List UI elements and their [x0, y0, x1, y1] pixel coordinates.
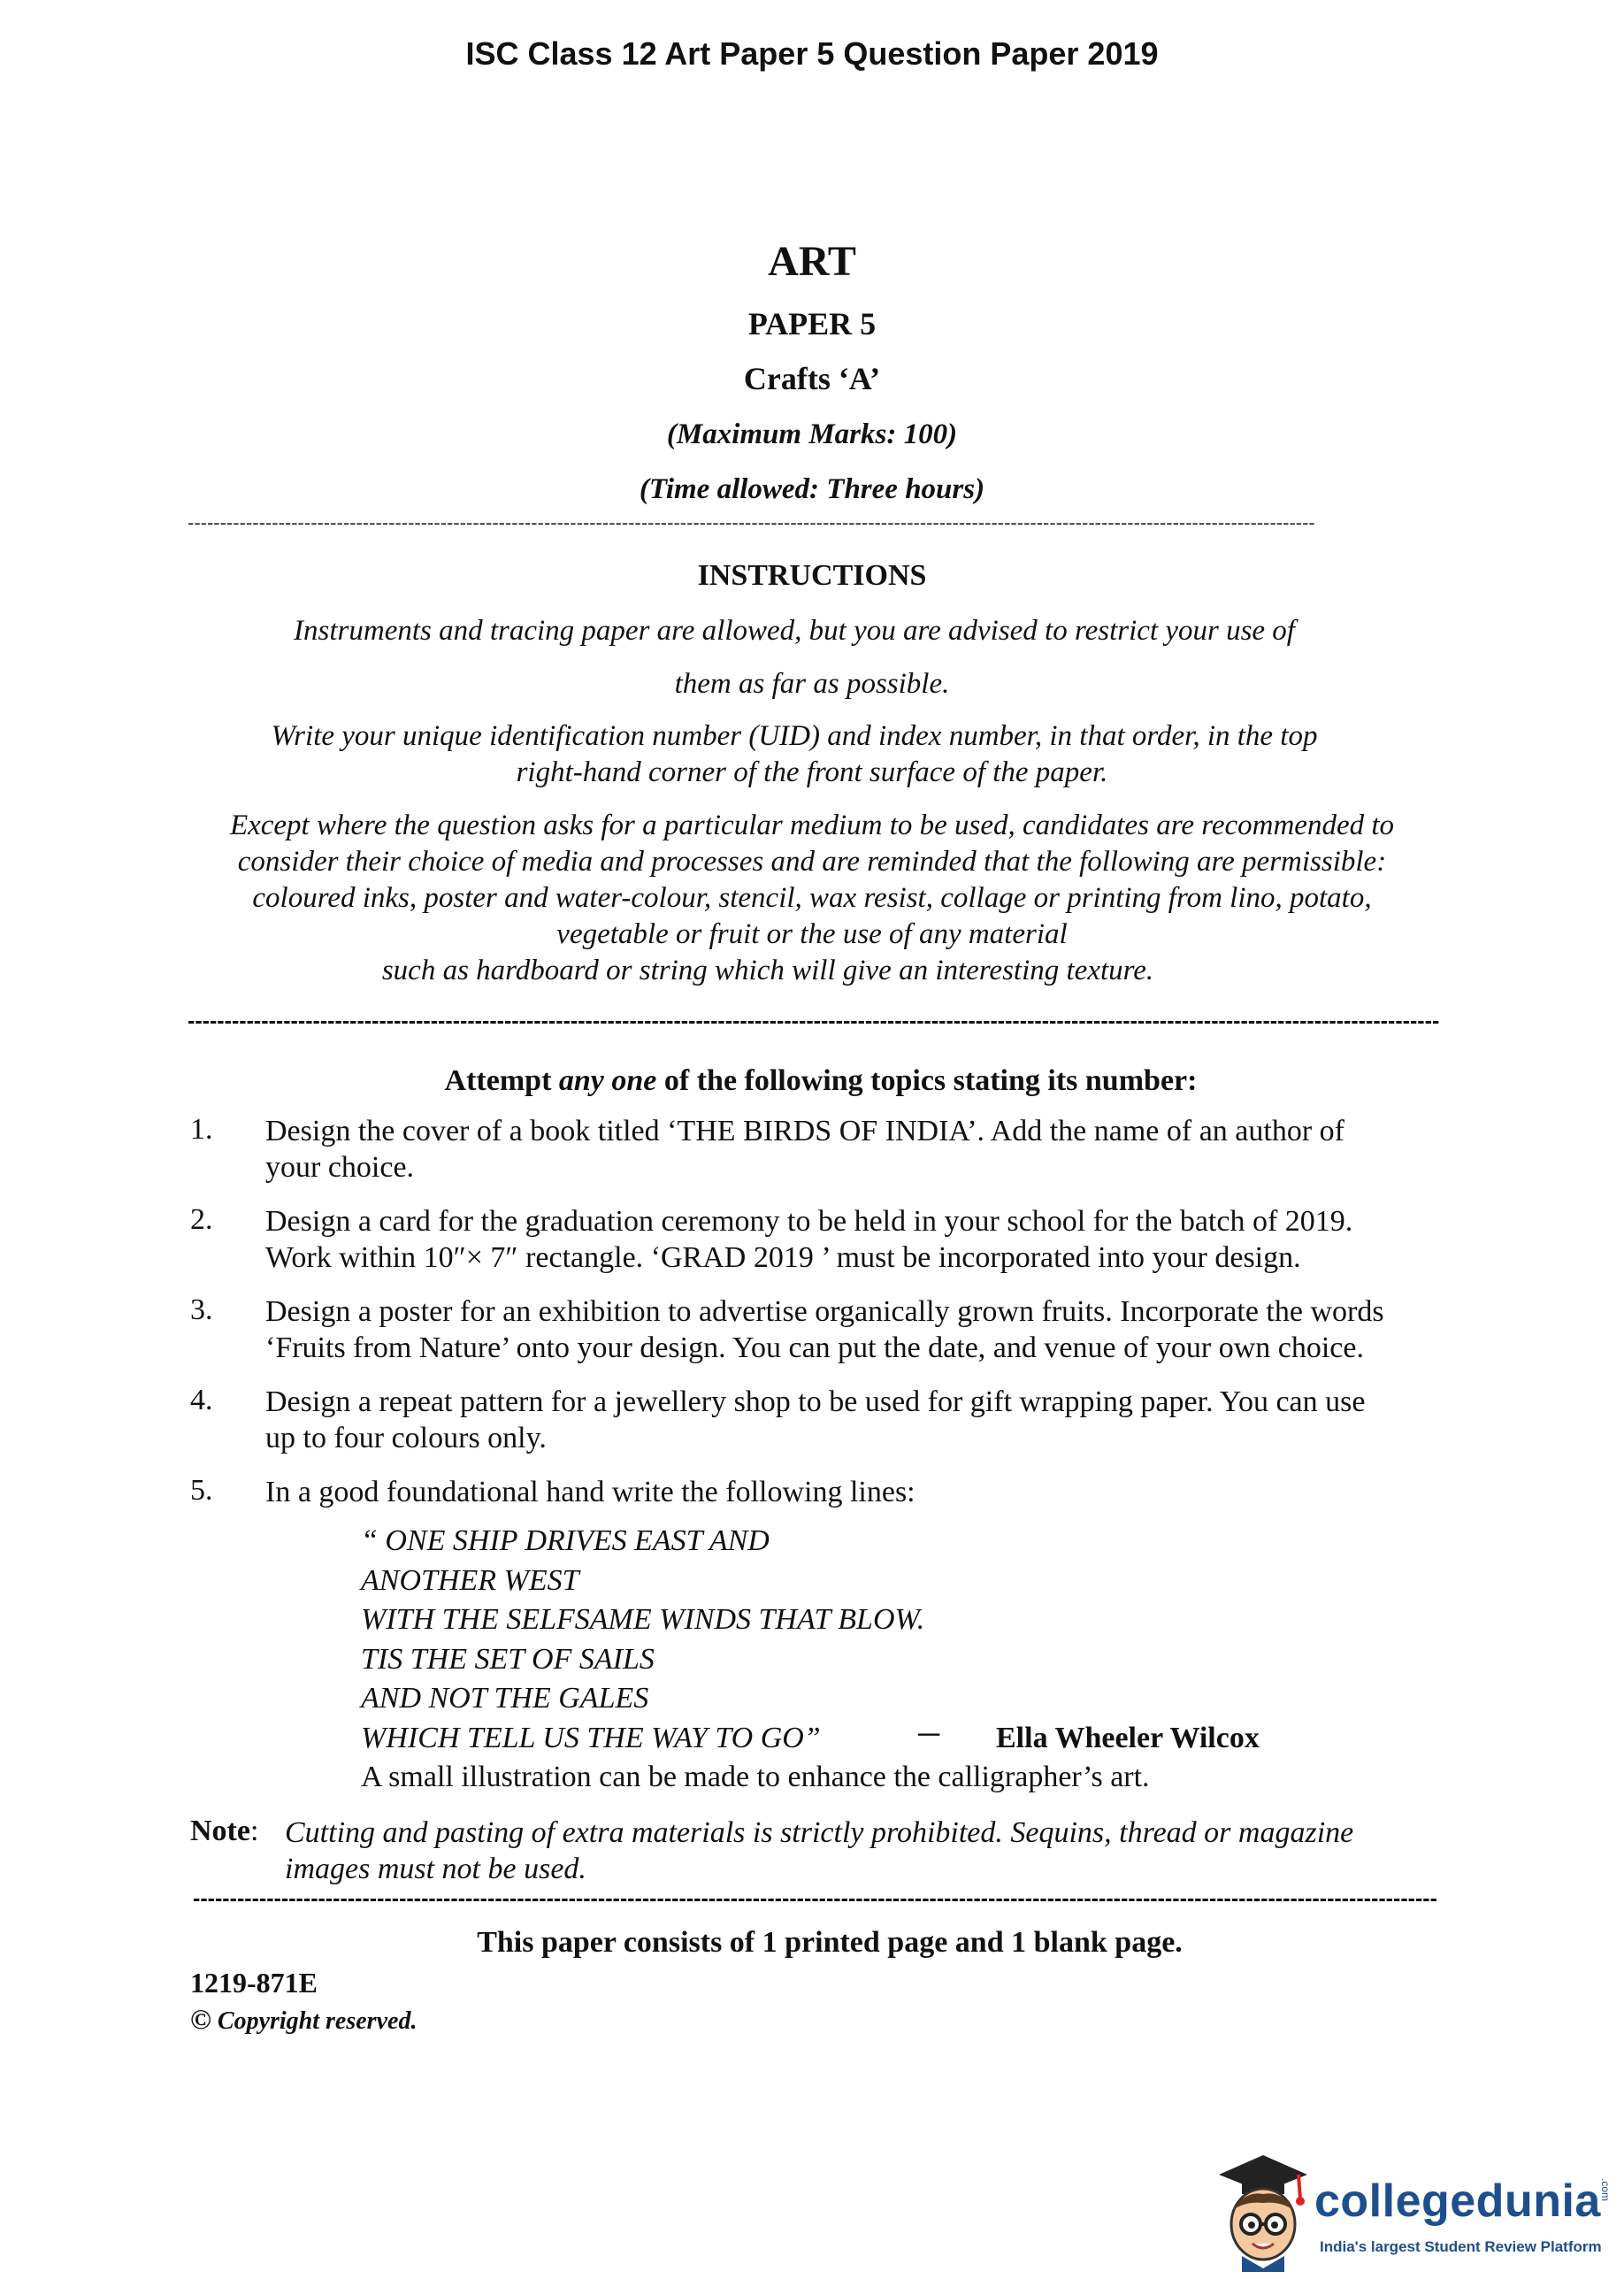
- document-header-title: ISC Class 12 Art Paper 5 Question Paper 2019: [465, 35, 1159, 72]
- paper-number: PAPER 5: [747, 306, 877, 341]
- instruction-line: such as hardboard or string which will give an interesting texture.: [381, 955, 1154, 986]
- question-line: your choice.: [265, 1151, 415, 1184]
- question-item: [265, 1474, 1459, 1510]
- question-line: Design a repeat pattern for a jewellery shop to be used for gift wrapping paper. You can use: [265, 1385, 1366, 1418]
- instruction-line: Except where the question asks for a particular medium to be used, candidates are recommended to: [229, 810, 1395, 841]
- time-allowed: (Time allowed: Three hours): [639, 473, 985, 505]
- attribution-dash: ─: [918, 1718, 940, 1751]
- attempt-prefix: Attempt: [444, 1064, 559, 1097]
- question-number: 3.: [190, 1293, 213, 1326]
- question-item: [265, 1203, 1459, 1276]
- page-count-note: This paper consists of 1 printed page and 1 blank page.: [477, 1926, 1183, 1959]
- question-item: [265, 1384, 1459, 1456]
- divider-bottom: -------------------------------------------------------------------------------------------------------------------------------------------------------------------------: [193, 1886, 1437, 1911]
- poem-line: WHICH TELL US THE WAY TO GO”: [361, 1722, 821, 1754]
- max-marks: (Maximum Marks: 100): [666, 418, 958, 450]
- collegedunia-logo: [1210, 2148, 1617, 2272]
- question-line: In a good foundational hand write the following lines:: [265, 1476, 915, 1508]
- instruction-line: Write your unique identification number (UID) and index number, in that order, in the top: [271, 720, 1318, 752]
- question-line: Work within 10″× 7″ rectangle. ‘GRAD 2019 ’ must be incorporated into your design.: [265, 1241, 1301, 1274]
- question-line: Design a poster for an exhibition to advertise organically grown fruits. Incorporate the words: [265, 1295, 1384, 1328]
- attempt-suffix: of the following topics stating its number:: [656, 1064, 1198, 1097]
- logo-dotcom: .com: [1599, 2178, 1612, 2202]
- divider-middle: --------------------------------------------------------------------------------------------------------------------------------------------------------------------------: [188, 1009, 1440, 1033]
- poem-line: AND NOT THE GALES: [361, 1682, 649, 1715]
- logo-wordmark: collegedunia: [1314, 2175, 1601, 2227]
- paper-section: Crafts ‘A’: [743, 361, 881, 396]
- copyright-text: Copyright reserved.: [217, 2007, 417, 2035]
- question-line: up to four colours only.: [265, 1422, 547, 1454]
- question-item: [265, 1293, 1459, 1366]
- attempt-emphasis: any one: [558, 1064, 657, 1097]
- divider-top: ------------------------------------------------------------------------------------------------------------------------------------------------------------------------------: [188, 511, 1315, 533]
- question-number: 5.: [190, 1474, 213, 1507]
- note-line: Cutting and pasting of extra materials is strictly prohibited. Sequins, thread or magazine: [285, 1816, 1354, 1849]
- instruction-line: coloured inks, poster and water-colour, stencil, wax resist, collage or printing from lino, potato,: [252, 882, 1372, 914]
- poem-author: Ella Wheeler Wilcox: [996, 1722, 1260, 1754]
- question-number: 4.: [190, 1384, 213, 1416]
- instruction-line: vegetable or fruit or the use of any material: [556, 918, 1068, 950]
- subject-title: ART: [768, 238, 856, 285]
- question-item: [265, 1113, 1459, 1186]
- mascot-icon: [1210, 2148, 1316, 2272]
- note-colon: :: [249, 1815, 259, 1847]
- instruction-line: Instruments and tracing paper are allowed, but you are advised to restrict your use of: [294, 615, 1295, 647]
- instructions-heading: INSTRUCTIONS: [697, 559, 927, 592]
- poem-line: TIS THE SET OF SAILS: [361, 1643, 655, 1676]
- illustration-note: A small illustration can be made to enhance the calligrapher’s art.: [361, 1761, 1150, 1793]
- instruction-line: right-hand corner of the front surface of the paper.: [516, 756, 1108, 788]
- note-label-text: Note: [190, 1815, 250, 1847]
- poem-line: WITH THE SELFSAME WINDS THAT BLOW.: [361, 1603, 925, 1636]
- question-number: 2.: [190, 1203, 213, 1236]
- question-line: Design a card for the graduation ceremony to be held in your school for the batch of 2019.: [265, 1205, 1353, 1238]
- copyright: [190, 2003, 417, 2036]
- note-text: [285, 1815, 1461, 1887]
- poem-line: “ ONE SHIP DRIVES EAST AND: [361, 1524, 770, 1557]
- instruction-line: them as far as possible.: [674, 668, 950, 700]
- logo-tagline: India's largest Student Review Platform: [1320, 2238, 1602, 2255]
- question-number: 1.: [190, 1113, 213, 1146]
- question-line: ‘Fruits from Nature’ onto your design. You can put the date, and venue of your own choice.: [265, 1331, 1364, 1364]
- note-line: images must not be used.: [285, 1853, 586, 1885]
- paper-code: 1219-871E: [190, 1967, 318, 1999]
- poem-line: ANOTHER WEST: [361, 1564, 579, 1597]
- instruction-line: consider their choice of media and processes and are reminded that the following are permissible:: [237, 846, 1387, 878]
- attempt-instruction: [9, 1064, 1624, 1098]
- copyright-icon: ©: [190, 2003, 211, 2035]
- note-label: [190, 1815, 258, 1848]
- question-line: Design the cover of a book titled ‘THE BIRDS OF INDIA’. Add the name of an author of: [265, 1115, 1344, 1147]
